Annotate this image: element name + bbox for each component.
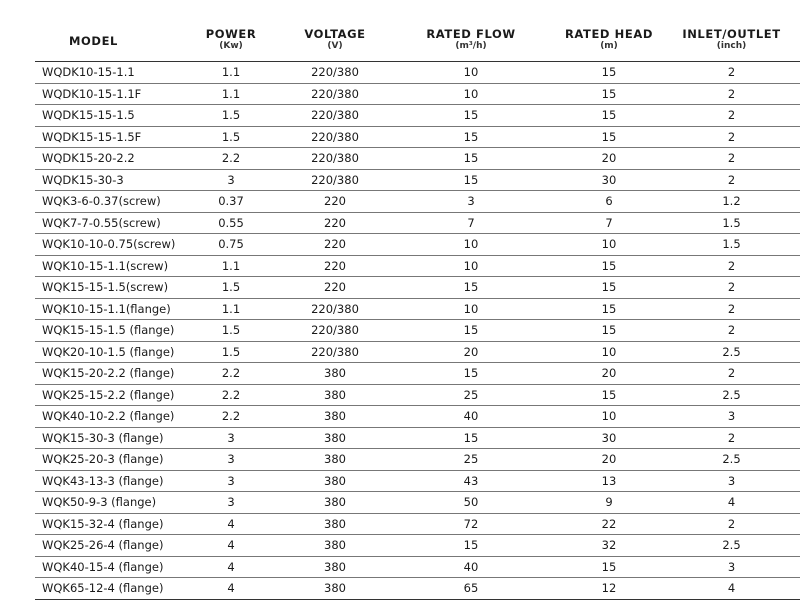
rated-head-cell: 6 xyxy=(555,191,663,213)
rated-head-cell: 15 xyxy=(555,83,663,105)
voltage-cell: 220 xyxy=(283,191,387,213)
rated-flow-cell: 3 xyxy=(387,191,555,213)
rated-flow-cell: 50 xyxy=(387,492,555,514)
pump-spec-table xyxy=(35,20,800,600)
rated-head-cell: 15 xyxy=(555,255,663,277)
inlet-outlet-cell: 4 xyxy=(663,578,800,600)
power-cell: 0.55 xyxy=(179,212,283,234)
rated-head-cell: 15 xyxy=(555,277,663,299)
table-row xyxy=(35,578,800,600)
voltage-cell: 220/380 xyxy=(283,105,387,127)
model-cell: WQK50-9-3 (flange) xyxy=(35,492,179,514)
voltage-cell: 220/380 xyxy=(283,126,387,148)
table-row xyxy=(35,341,800,363)
model-cell: WQK15-20-2.2 (flange) xyxy=(35,363,179,385)
inlet-outlet-cell: 3 xyxy=(663,470,800,492)
model-cell: WQK15-15-1.5(screw) xyxy=(35,277,179,299)
inlet-outlet-cell: 3 xyxy=(663,406,800,428)
model-cell: WQK40-15-4 (flange) xyxy=(35,556,179,578)
inlet-outlet-cell: 2 xyxy=(663,298,800,320)
table-row xyxy=(35,492,800,514)
table-row xyxy=(35,470,800,492)
model-cell: WQK65-12-4 (flange) xyxy=(35,578,179,600)
inlet-outlet-cell: 2 xyxy=(663,320,800,342)
rated-head-cell: 15 xyxy=(555,62,663,84)
rated-flow-cell: 15 xyxy=(387,363,555,385)
table-row xyxy=(35,105,800,127)
model-cell: WQDK15-20-2.2 xyxy=(35,148,179,170)
model-cell: WQK25-20-3 (flange) xyxy=(35,449,179,471)
header-rated-flow xyxy=(387,20,555,62)
voltage-cell: 380 xyxy=(283,492,387,514)
rated-flow-cell: 40 xyxy=(387,556,555,578)
voltage-cell: 220 xyxy=(283,212,387,234)
table-row xyxy=(35,513,800,535)
rated-flow-cell: 15 xyxy=(387,427,555,449)
rated-head-cell: 10 xyxy=(555,341,663,363)
model-cell: WQK15-30-3 (flange) xyxy=(35,427,179,449)
voltage-cell: 380 xyxy=(283,513,387,535)
power-cell: 3 xyxy=(179,427,283,449)
rated-flow-cell: 15 xyxy=(387,320,555,342)
header-title: INLET/OUTLET xyxy=(682,27,781,41)
rated-head-cell: 10 xyxy=(555,234,663,256)
voltage-cell: 380 xyxy=(283,578,387,600)
voltage-cell: 380 xyxy=(283,556,387,578)
rated-head-cell: 9 xyxy=(555,492,663,514)
rated-head-cell: 15 xyxy=(555,126,663,148)
header-title: VOLTAGE xyxy=(304,27,366,41)
header-title: RATED HEAD xyxy=(564,27,654,41)
rated-flow-cell: 40 xyxy=(387,406,555,428)
power-cell: 3 xyxy=(179,169,283,191)
voltage-cell: 220/380 xyxy=(283,169,387,191)
voltage-cell: 220/380 xyxy=(283,298,387,320)
table-row xyxy=(35,556,800,578)
power-cell: 1.5 xyxy=(179,341,283,363)
rated-flow-cell: 15 xyxy=(387,105,555,127)
model-cell: WQDK15-15-1.5 xyxy=(35,105,179,127)
model-cell: WQK10-15-1.1(screw) xyxy=(35,255,179,277)
inlet-outlet-cell: 2 xyxy=(663,126,800,148)
inlet-outlet-cell: 2 xyxy=(663,363,800,385)
model-cell: WQK25-15-2.2 (flange) xyxy=(35,384,179,406)
power-cell: 1.1 xyxy=(179,298,283,320)
voltage-cell: 220/380 xyxy=(283,320,387,342)
inlet-outlet-cell: 3 xyxy=(663,556,800,578)
table-header xyxy=(35,20,800,62)
table-row xyxy=(35,212,800,234)
model-cell: WQK15-15-1.5 (flange) xyxy=(35,320,179,342)
header-unit: (inch) xyxy=(716,41,747,51)
rated-head-cell: 12 xyxy=(555,578,663,600)
rated-head-cell: 15 xyxy=(555,384,663,406)
power-cell: 4 xyxy=(179,535,283,557)
voltage-cell: 220/380 xyxy=(283,341,387,363)
power-cell: 1.5 xyxy=(179,277,283,299)
voltage-cell: 380 xyxy=(283,406,387,428)
inlet-outlet-cell: 2.5 xyxy=(663,384,800,406)
model-cell: WQK20-10-1.5 (flange) xyxy=(35,341,179,363)
header-power xyxy=(179,20,283,62)
rated-flow-cell: 10 xyxy=(387,83,555,105)
inlet-outlet-cell: 2 xyxy=(663,169,800,191)
header-unit: (m³/h) xyxy=(455,41,487,51)
model-cell: WQK25-26-4 (flange) xyxy=(35,535,179,557)
voltage-cell: 380 xyxy=(283,470,387,492)
rated-flow-cell: 10 xyxy=(387,234,555,256)
rated-flow-cell: 15 xyxy=(387,277,555,299)
model-cell: WQK15-32-4 (flange) xyxy=(35,513,179,535)
inlet-outlet-cell: 2 xyxy=(663,277,800,299)
inlet-outlet-cell: 2 xyxy=(663,148,800,170)
power-cell: 0.75 xyxy=(179,234,283,256)
rated-flow-cell: 15 xyxy=(387,126,555,148)
power-cell: 3 xyxy=(179,492,283,514)
rated-head-cell: 20 xyxy=(555,148,663,170)
rated-flow-cell: 15 xyxy=(387,169,555,191)
table-row xyxy=(35,83,800,105)
rated-flow-cell: 15 xyxy=(387,148,555,170)
rated-flow-cell: 43 xyxy=(387,470,555,492)
header-title: POWER xyxy=(205,27,257,41)
rated-flow-cell: 10 xyxy=(387,62,555,84)
power-cell: 1.5 xyxy=(179,126,283,148)
rated-head-cell: 15 xyxy=(555,105,663,127)
rated-head-cell: 20 xyxy=(555,449,663,471)
header-unit: (V) xyxy=(327,41,343,51)
voltage-cell: 380 xyxy=(283,363,387,385)
rated-head-cell: 30 xyxy=(555,427,663,449)
rated-head-cell: 13 xyxy=(555,470,663,492)
inlet-outlet-cell: 2 xyxy=(663,62,800,84)
voltage-cell: 380 xyxy=(283,535,387,557)
inlet-outlet-cell: 2 xyxy=(663,513,800,535)
table-row xyxy=(35,298,800,320)
inlet-outlet-cell: 2 xyxy=(663,255,800,277)
header-model xyxy=(35,20,179,62)
rated-head-cell: 10 xyxy=(555,406,663,428)
power-cell: 1.5 xyxy=(179,105,283,127)
voltage-cell: 380 xyxy=(283,427,387,449)
inlet-outlet-cell: 1.5 xyxy=(663,212,800,234)
model-cell: WQDK15-30-3 xyxy=(35,169,179,191)
inlet-outlet-cell: 2 xyxy=(663,83,800,105)
voltage-cell: 380 xyxy=(283,384,387,406)
power-cell: 4 xyxy=(179,578,283,600)
power-cell: 1.5 xyxy=(179,320,283,342)
rated-flow-cell: 72 xyxy=(387,513,555,535)
rated-flow-cell: 7 xyxy=(387,212,555,234)
rated-head-cell: 32 xyxy=(555,535,663,557)
rated-head-cell: 20 xyxy=(555,363,663,385)
voltage-cell: 220/380 xyxy=(283,148,387,170)
inlet-outlet-cell: 4 xyxy=(663,492,800,514)
table-row xyxy=(35,449,800,471)
header-rated-head xyxy=(555,20,663,62)
inlet-outlet-cell: 1.5 xyxy=(663,234,800,256)
rated-head-cell: 30 xyxy=(555,169,663,191)
power-cell: 3 xyxy=(179,449,283,471)
rated-flow-cell: 10 xyxy=(387,255,555,277)
rated-flow-cell: 10 xyxy=(387,298,555,320)
voltage-cell: 380 xyxy=(283,449,387,471)
model-cell: WQK43-13-3 (flange) xyxy=(35,470,179,492)
header-unit: (m) xyxy=(600,41,618,51)
power-cell: 2.2 xyxy=(179,363,283,385)
model-cell: WQK7-7-0.55(screw) xyxy=(35,212,179,234)
model-cell: WQDK15-15-1.5F xyxy=(35,126,179,148)
rated-flow-cell: 25 xyxy=(387,449,555,471)
rated-flow-cell: 20 xyxy=(387,341,555,363)
header-unit: (Kw) xyxy=(219,41,243,51)
voltage-cell: 220 xyxy=(283,234,387,256)
model-cell: WQDK10-15-1.1 xyxy=(35,62,179,84)
power-cell: 1.1 xyxy=(179,62,283,84)
table-row xyxy=(35,535,800,557)
power-cell: 2.2 xyxy=(179,406,283,428)
inlet-outlet-cell: 2.5 xyxy=(663,535,800,557)
voltage-cell: 220/380 xyxy=(283,83,387,105)
power-cell: 1.1 xyxy=(179,255,283,277)
table-row xyxy=(35,384,800,406)
table-row xyxy=(35,363,800,385)
header-inlet-outlet xyxy=(663,20,800,62)
power-cell: 2.2 xyxy=(179,384,283,406)
rated-flow-cell: 65 xyxy=(387,578,555,600)
inlet-outlet-cell: 1.2 xyxy=(663,191,800,213)
rated-head-cell: 7 xyxy=(555,212,663,234)
table-row xyxy=(35,62,800,84)
table-row xyxy=(35,320,800,342)
table-row xyxy=(35,234,800,256)
header-voltage xyxy=(283,20,387,62)
power-cell: 4 xyxy=(179,513,283,535)
inlet-outlet-cell: 2.5 xyxy=(663,449,800,471)
inlet-outlet-cell: 2 xyxy=(663,105,800,127)
table-row xyxy=(35,255,800,277)
table-row xyxy=(35,277,800,299)
power-cell: 3 xyxy=(179,470,283,492)
rated-flow-cell: 25 xyxy=(387,384,555,406)
power-cell: 4 xyxy=(179,556,283,578)
rated-head-cell: 15 xyxy=(555,320,663,342)
power-cell: 2.2 xyxy=(179,148,283,170)
model-cell: WQK40-10-2.2 (flange) xyxy=(35,406,179,428)
table-row xyxy=(35,148,800,170)
header-row xyxy=(35,20,800,62)
model-cell: WQK10-10-0.75(screw) xyxy=(35,234,179,256)
voltage-cell: 220 xyxy=(283,255,387,277)
power-cell: 0.37 xyxy=(179,191,283,213)
rated-head-cell: 22 xyxy=(555,513,663,535)
model-cell: WQK3-6-0.37(screw) xyxy=(35,191,179,213)
table-row xyxy=(35,169,800,191)
rated-flow-cell: 15 xyxy=(387,535,555,557)
table-row xyxy=(35,406,800,428)
table-row xyxy=(35,427,800,449)
table-body xyxy=(35,62,800,600)
voltage-cell: 220 xyxy=(283,277,387,299)
model-cell: WQDK10-15-1.1F xyxy=(35,83,179,105)
rated-head-cell: 15 xyxy=(555,298,663,320)
inlet-outlet-cell: 2 xyxy=(663,427,800,449)
inlet-outlet-cell: 2.5 xyxy=(663,341,800,363)
header-title: RATED FLOW xyxy=(426,27,516,41)
rated-head-cell: 15 xyxy=(555,556,663,578)
model-cell: WQK10-15-1.1(flange) xyxy=(35,298,179,320)
header-title: MODEL xyxy=(69,34,118,48)
table-row xyxy=(35,191,800,213)
power-cell: 1.1 xyxy=(179,83,283,105)
voltage-cell: 220/380 xyxy=(283,62,387,84)
table-row xyxy=(35,126,800,148)
